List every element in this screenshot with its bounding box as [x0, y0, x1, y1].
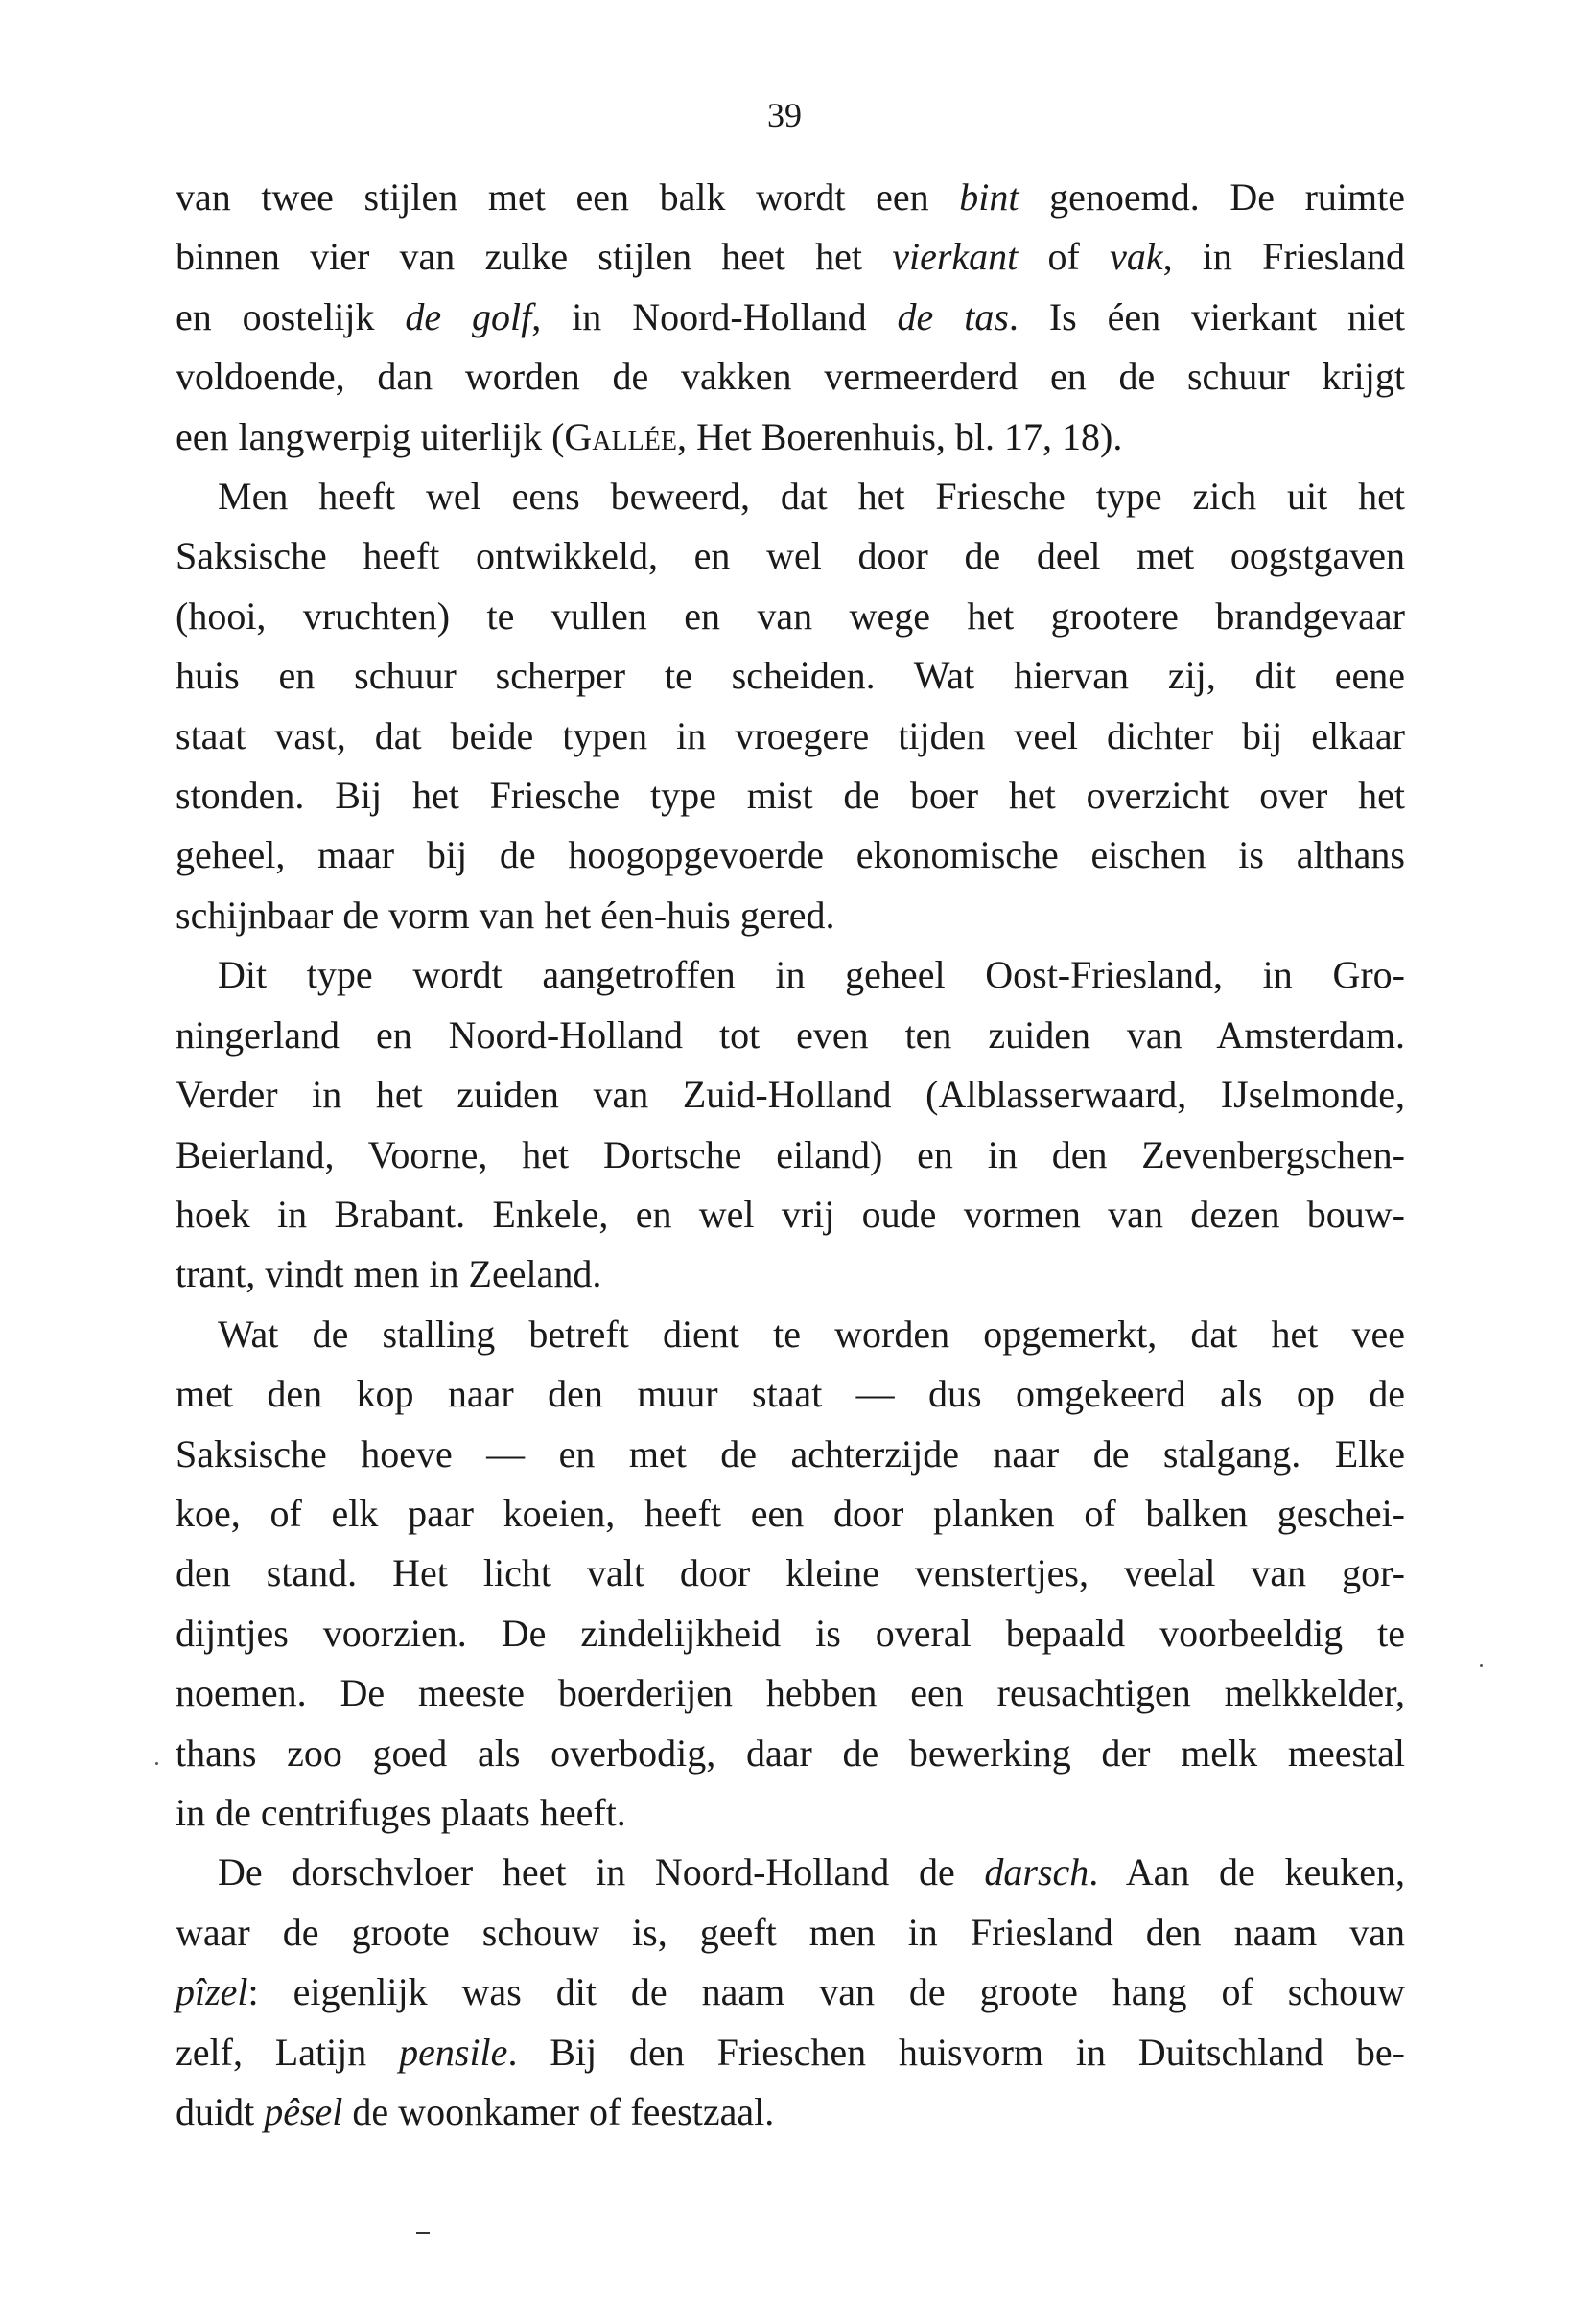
- paragraph-5: [176, 1843, 1405, 2142]
- text-line: koe, of elk paar koeien, heeft een door planken of balken geschei-: [176, 1491, 1405, 1535]
- text-line: den stand. Het licht valt door kleine venstertjes, veelal van gor-: [176, 1551, 1405, 1595]
- text-line: binnen vier van zulke stijlen heet het vierkant of vak, in Friesland: [176, 235, 1405, 279]
- text-line: thans zoo goed als overbodig, daar de bewerking der melk meestal: [176, 1731, 1405, 1775]
- text-line: dijntjes voorzien. De zindelijkheid is overal bepaald voorbeeldig te: [176, 1611, 1405, 1655]
- text-line: in de centrifuges plaats heeft.: [176, 1790, 626, 1834]
- page-number: 39: [767, 96, 802, 134]
- paragraph-2: [176, 467, 1405, 945]
- text-line: stonden. Bij het Friesche type mist de boer het overzicht over het: [176, 774, 1405, 818]
- text-line: met den kop naar den muur staat — dus omgekeerd als op de: [176, 1372, 1405, 1416]
- text-line: Saksische heeft ontwikkeld, en wel door de deel met oogstgaven: [176, 534, 1405, 578]
- text-line: Verder in het zuiden van Zuid-Holland (Alblasserwaard, IJselmonde,: [176, 1073, 1405, 1117]
- text-line: Beierland, Voorne, het Dortsche eiland) en in den Zevenbergschen-: [176, 1132, 1405, 1176]
- text-line: schijnbaar de vorm van het éen-huis gered.: [176, 893, 835, 937]
- text-line: pîzel: eigenlijk was dit de naam van de groote hang of schouw: [176, 1970, 1405, 2014]
- paragraph-1: [176, 168, 1405, 467]
- text-line: hoek in Brabant. Enkele, en wel vrij oude vormen van dezen bouw-: [176, 1192, 1405, 1236]
- bottom-dash-mark: [416, 2232, 430, 2234]
- stray-mark: [1480, 1664, 1483, 1667]
- paragraph-4: [176, 1305, 1405, 1844]
- text-line: (hooi, vruchten) te vullen en van wege het grootere brandgevaar: [176, 593, 1405, 638]
- text-line: Saksische hoeve — en met de achterzijde naar de stalgang. Elke: [176, 1431, 1405, 1476]
- text-line: waar de groote schouw is, geeft men in Friesland den naam van: [176, 1910, 1405, 1954]
- text-line: huis en schuur scherper te scheiden. Wat hiervan zij, dit eene: [176, 654, 1405, 698]
- text-line: ningerland en Noord-Holland tot even ten zuiden van Amsterdam.: [176, 1012, 1405, 1057]
- body-text: [176, 168, 1405, 2142]
- text-line: geheel, maar bij de hoogopgevoerde ekonomische eischen is althans: [176, 833, 1405, 877]
- text-line: een langwerpig uiterlijk (Gallée, Het Boerenhuis, bl. 17, 18).: [176, 414, 1123, 458]
- text-line: Wat de stalling betreft dient te worden opgemerkt, dat het vee: [218, 1312, 1405, 1356]
- text-line: trant, vindt men in Zeeland.: [176, 1252, 602, 1296]
- text-line: De dorschvloer heet in Noord-Holland de darsch. Aan de keuken,: [218, 1850, 1405, 1894]
- text-line: Men heeft wel eens beweerd, dat het Friesche type zich uit het: [218, 475, 1405, 519]
- paragraph-3: [176, 945, 1405, 1304]
- text-line: staat vast, dat beide typen in vroegere tijden veel dichter bij elkaar: [176, 713, 1405, 757]
- text-line: Dit type wordt aangetroffen in geheel Oost-Friesland, in Gro-: [218, 953, 1405, 997]
- text-line: van twee stijlen met een balk wordt een bint genoemd. De ruimte: [176, 175, 1405, 219]
- text-line: duidt pêsel de woonkamer of feestzaal.: [176, 2090, 775, 2133]
- text-line: en oostelijk de golf, in Noord-Holland de tas. Is éen vierkant niet: [176, 294, 1406, 338]
- text-line: voldoende, dan worden de vakken vermeerderd en de schuur krijgt: [176, 355, 1405, 399]
- text-line: zelf, Latijn pensile. Bij den Frieschen huisvorm in Duitschland be-: [176, 2030, 1405, 2074]
- stray-mark: [155, 1762, 158, 1765]
- text-line: noemen. De meeste boerderijen hebben een reusachtigen melkkelder,: [176, 1671, 1405, 1715]
